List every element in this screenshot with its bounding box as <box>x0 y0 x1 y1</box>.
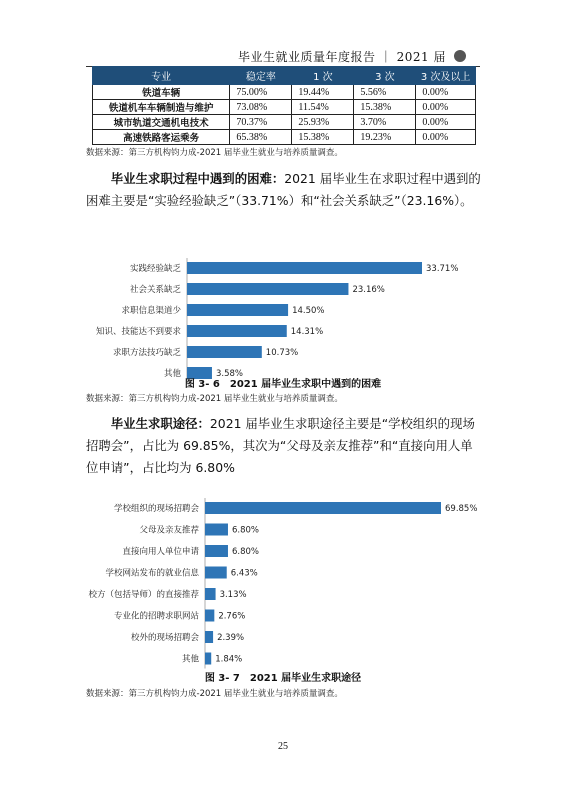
data-label: 33.71% <box>426 264 459 274</box>
table-cell: 65.38% <box>230 130 292 145</box>
category-label: 专业化的招聘求职网站 <box>113 611 199 622</box>
data-label: 23.16% <box>352 285 385 295</box>
category-label: 学校组织的现场招聘会 <box>113 504 199 514</box>
data-source-note: 数据来源：第三方机构钧力成-2021 届毕业生就业与培养质量调查。 <box>86 394 343 404</box>
data-source-note: 数据来源：第三方机构钧力成-2021 届毕业生就业与培养质量调查。 <box>86 689 343 699</box>
data-label: 6.43% <box>230 568 258 579</box>
header-title: 毕业生就业质量年度报告 ｜ 2021 届 <box>238 50 446 64</box>
bar <box>205 588 216 600</box>
category-label: 其他 <box>181 654 199 665</box>
figure-caption: 图 3- 6 2021 届毕业生求职中遇到的困难 <box>184 379 382 390</box>
table-cell: 25.93% <box>292 115 354 130</box>
bar <box>187 262 422 274</box>
table-cell: 19.23% <box>354 130 416 145</box>
table-cell: 15.38% <box>354 100 416 115</box>
channel-bar-chart <box>0 496 566 665</box>
col-header: 专业 <box>93 67 230 85</box>
difficulty-paragraph <box>86 168 482 212</box>
col-header: 1 次 <box>292 67 354 85</box>
bar <box>205 567 227 579</box>
data-label: 14.31% <box>290 327 324 337</box>
category-label: 父母及亲友推荐 <box>139 525 199 536</box>
bar <box>205 502 441 514</box>
table-cell: 铁道机车车辆制造与维护 <box>93 100 230 115</box>
paragraph-heading: 毕业生求职途径： <box>110 416 210 431</box>
bar <box>187 304 288 316</box>
category-label: 实践经验缺乏 <box>129 264 181 274</box>
table-row <box>93 100 476 115</box>
data-label: 6.80% <box>231 547 259 557</box>
col-header: 3 次及以上 <box>416 67 476 85</box>
header-dot-icon <box>454 50 466 62</box>
page-header <box>86 44 480 66</box>
table-cell: 0.00% <box>416 130 476 145</box>
data-label: 10.73% <box>265 348 299 358</box>
page-number: 25 <box>278 741 288 752</box>
table-cell: 11.54% <box>292 100 354 115</box>
bar <box>205 653 211 665</box>
bar <box>205 631 213 643</box>
category-label: 社会关系缺乏 <box>129 285 181 295</box>
data-label: 69.85% <box>445 504 478 514</box>
data-label: 1.84% <box>215 654 243 665</box>
bar <box>205 524 228 536</box>
category-label: 求职信息渠道少 <box>121 306 181 316</box>
bar <box>187 283 348 295</box>
data-label: 3.13% <box>219 590 247 600</box>
stability-table <box>92 66 476 145</box>
category-label: 直接向用人单位申请 <box>122 547 199 557</box>
table-cell: 73.08% <box>230 100 292 115</box>
table-cell: 0.00% <box>416 115 476 130</box>
data-label: 2.76% <box>218 611 246 622</box>
table-cell: 70.37% <box>230 115 292 130</box>
table-row <box>93 85 476 100</box>
table-cell: 19.44% <box>292 85 354 100</box>
table-cell: 城市轨道交通机电技术 <box>93 115 230 130</box>
category-label: 知识、技能达不到要求 <box>95 327 181 337</box>
channel-paragraph <box>86 413 482 479</box>
bar <box>205 545 228 557</box>
bar <box>205 610 214 622</box>
table-cell: 高速铁路客运乘务 <box>93 130 230 145</box>
data-label: 6.80% <box>231 525 259 536</box>
category-label: 校方（包括导师）的直接推荐 <box>88 590 199 600</box>
category-label: 校外的现场招聘会 <box>130 633 199 643</box>
data-label: 3.58% <box>215 369 243 379</box>
table-cell: 75.00% <box>230 85 292 100</box>
data-label: 2.39% <box>217 633 245 643</box>
paragraph-heading: 毕业生求职过程中遇到的困难： <box>110 171 285 186</box>
table-row <box>93 115 476 130</box>
bar <box>187 346 262 358</box>
table-cell: 3.70% <box>354 115 416 130</box>
figure-caption: 图 3- 7 2021 届毕业生求职途径 <box>204 673 362 684</box>
table-cell: 5.56% <box>354 85 416 100</box>
table-row <box>93 130 476 145</box>
data-label: 14.50% <box>292 306 325 316</box>
data-source-note: 数据来源：第三方机构钧力成-2021 届毕业生就业与培养质量调查。 <box>86 148 343 158</box>
paragraph-body: 2021 届毕业生在求职过程中遇到的困难主要是“实验经验缺乏”（33.71%）和“社会关系缺乏”（23.16%）。 <box>86 171 481 208</box>
col-header: 3 次 <box>354 67 416 85</box>
bar <box>187 325 287 337</box>
table-cell: 0.00% <box>416 85 476 100</box>
category-label: 求职方法技巧缺乏 <box>112 348 181 358</box>
category-label: 其他 <box>163 369 181 379</box>
category-label: 学校网站发布的就业信息 <box>105 568 199 579</box>
paragraph-body: 2021 届毕业生求职途径主要是“学校组织的现场招聘会”，占比为 69.85%，其次为“父母及亲友推荐”和“直接向用人单位申请”，占比均为 6.80% <box>86 416 475 475</box>
table-header-row <box>93 67 476 85</box>
table-cell: 15.38% <box>292 130 354 145</box>
table-cell: 0.00% <box>416 100 476 115</box>
table-cell: 铁道车辆 <box>93 85 230 100</box>
difficulty-bar-chart <box>0 252 566 379</box>
col-header: 稳定率 <box>230 67 292 85</box>
